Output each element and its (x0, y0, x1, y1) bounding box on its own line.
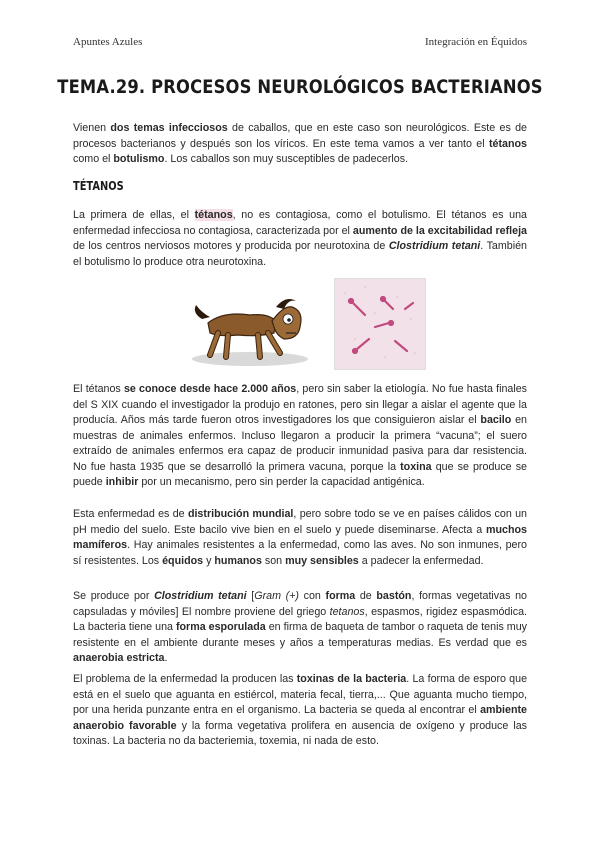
header-left: Apuntes Azules (73, 36, 143, 48)
paragraph-5: El problema de la enfermedad la producen las toxinas de la bacteria. La forma de esporo que está en el suelo que aguanta en estiércol, materia fecal, tierra,... Que aguanta mucho tiempo, por una herida punzante entra en el organismo. La bacteria se queda al encontrar el ambiente anaerobio favorable y la forma vegetativa prolifera en ausencia de oxígeno y produce las toxinas. La bacteria no da bacteriemia, toxemia, ni nada de esto. (73, 673, 528, 747)
section-heading: TÉTANOS (73, 179, 124, 193)
page-title: TEMA.29. PROCESOS NEUROLÓGICOS BACTERIANOS (57, 76, 543, 98)
paragraph-2: El tétanos se conoce desde hace 2.000 años, pero sin saber la etiología. No fue hasta finales del S XIX cuando el investigador la produjo en ratones, pero sin llegar a aislar el agente que la producía. Años más tarde fueron otros investigadores los que consiguieron aislar el bacilo en muestras de animales enfermos. Incluso llegaron a producir la primera “vacuna”; el suero extraído de animales enfermos era capaz de producir inmunidad pasiva para dar resistencia. No fue hasta 1935 que se desarrolló la primera vacuna, porque la toxina que se produce se puede inhibir por un mecanismo, pero sin perder la capacidad antigénica. (73, 383, 528, 488)
horse-cartoon-image (188, 283, 312, 367)
page-header (73, 36, 527, 48)
paragraph-3: Esta enfermedad es de distribución mundial, pero sobre todo se ve en países cálidos con un pH medio del suelo. Este bacilo vive bien en el suelo y puede diseminarse. Afecta a muchos mamíferos. Hay animales resistentes a la enfermedad, como las aves. No son inmunes, pero sí resistentes. Los équidos y humanos son muy sensibles a padecer la enfermedad. (73, 508, 527, 567)
paragraph-4: Se produce por Clostridium tetani [Gram (+) con forma de bastón, formas vegetativas no capsuladas y móviles] El nombre proviene del griego tetanos, espasmos, rigidez espasmódica. La bacteria tiene una forma esporulada en firma de baqueta de tambor o raqueta de tenis muy resistente en el ambiente durante meses y años a temperaturas medias. Es verdad que es anaerobia estricta. (73, 590, 527, 664)
paragraph-1: La primera de ellas, el tétanos, no es contagiosa, como el botulismo. El tétanos es una enfermedad infecciosa no contagiosa, caracterizada por el aumento de la excitabilidad refleja de los centros nerviosos motores y producida por neurotoxina de Clostridium tetani. También el botulismo lo produce otra neurotoxina. (73, 209, 527, 268)
intro-paragraph: Vienen dos temas infecciosos de caballos, que en este caso son neurológicos. Este es de procesos bacterianos y después son los víricos. En este tema vamos a ver tanto el tétanos como el botulismo. Los caballos son muy susceptibles de padecerlos. (73, 122, 527, 165)
bacteria-microscopy-image (334, 278, 426, 370)
header-right: Integración en Équidos (424, 36, 527, 48)
